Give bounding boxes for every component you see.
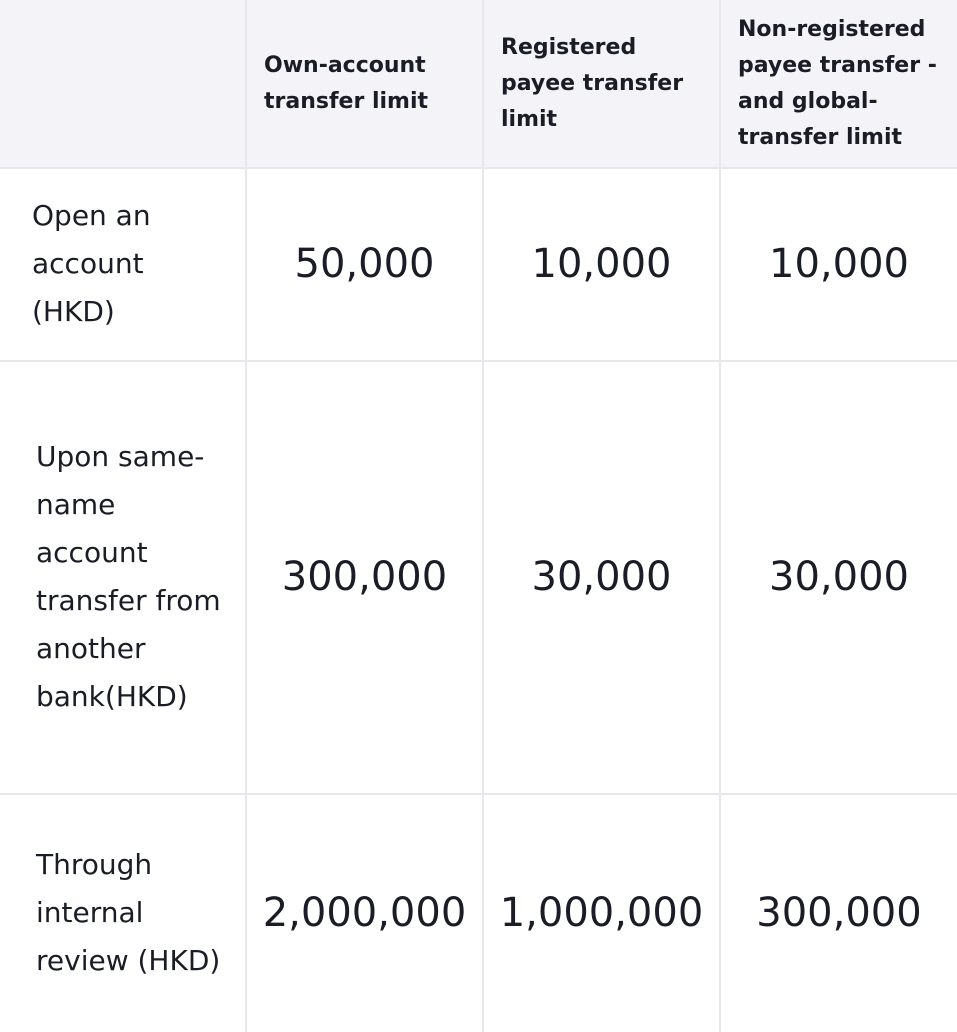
header-row xyxy=(0,0,957,168)
row-label-same-name-transfer: Upon same-name account transfer from another bank(HKD) xyxy=(0,361,246,794)
header-non-registered-global-transfer-limit: Non-registered payee transfer - and global-transfer limit xyxy=(720,0,957,168)
header-corner-cell xyxy=(0,0,246,168)
header-registered-payee-transfer-limit: Registered payee transfer limit xyxy=(483,0,720,168)
cell-own-account-limit: 300,000 xyxy=(246,361,483,794)
table-row xyxy=(0,361,957,794)
table-row xyxy=(0,794,957,1032)
cell-registered-payee-limit: 10,000 xyxy=(483,168,720,360)
cell-registered-payee-limit: 30,000 xyxy=(483,361,720,794)
cell-non-registered-global-limit: 10,000 xyxy=(720,168,957,360)
cell-registered-payee-limit: 1,000,000 xyxy=(483,794,720,1032)
cell-non-registered-global-limit: 300,000 xyxy=(720,794,957,1032)
header-own-account-transfer-limit: Own-account transfer limit xyxy=(246,0,483,168)
row-label-open-account: Open an account (HKD) xyxy=(0,168,246,360)
table-row xyxy=(0,168,957,360)
row-label-internal-review: Through internal review (HKD) xyxy=(0,794,246,1032)
cell-non-registered-global-limit: 30,000 xyxy=(720,361,957,794)
cell-own-account-limit: 50,000 xyxy=(246,168,483,360)
cell-own-account-limit: 2,000,000 xyxy=(246,794,483,1032)
